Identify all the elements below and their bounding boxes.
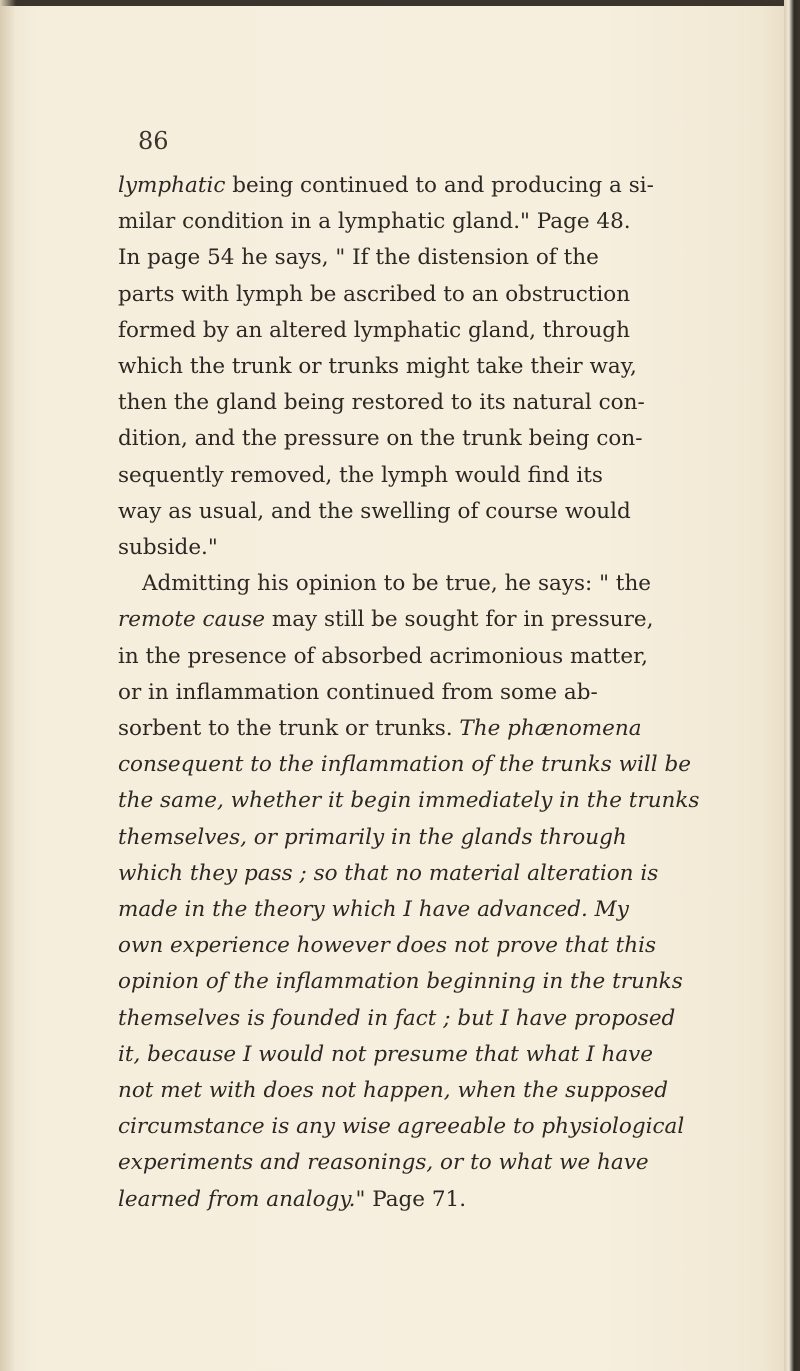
text-line <box>118 602 788 638</box>
text-line <box>118 168 788 204</box>
text-line: way as usual, and the swelling of course would <box>118 498 631 524</box>
text-line: consequent to the inflammation of the trunks will be <box>118 752 691 778</box>
text-line <box>118 1182 788 1218</box>
binding-shadow <box>0 0 16 1371</box>
text-line: subside." <box>118 535 218 561</box>
text-line: themselves is founded in fact ; but I have proposed <box>118 1005 676 1031</box>
text-line: experiments and reasonings, or to what we have <box>118 1150 649 1176</box>
text-line: which the trunk or trunks might take their way, <box>118 354 637 380</box>
text-line: In page 54 he says, " If the distension of the <box>118 245 599 271</box>
text-line: then the gland being restored to its natural con- <box>118 390 645 416</box>
text-line: sequently removed, the lymph would find its <box>118 462 603 488</box>
text-line: made in the theory which I have advanced. My <box>118 897 629 923</box>
text-roman: may still be sought for in pressure, <box>265 607 654 633</box>
text-roman: " Page 71. <box>355 1186 467 1212</box>
page-top-edge <box>0 0 800 6</box>
text-line: milar condition in a lymphatic gland." Page 48. <box>118 209 631 235</box>
text-line: themselves, or primarily in the glands through <box>118 824 627 850</box>
text-line: not met with does not happen, when the supposed <box>118 1078 669 1104</box>
body-text <box>118 168 788 1218</box>
text-line: in the presence of absorbed acrimonious matter, <box>118 643 648 669</box>
text-line: the same, whether it begin immediately in the trunks <box>118 788 700 814</box>
text-line: parts with lymph be ascribed to an obstruction <box>118 281 631 307</box>
text-line <box>118 711 788 747</box>
text-line: dition, and the pressure on the trunk being con- <box>118 426 643 452</box>
text-italic: The phænomena <box>459 716 642 742</box>
text-italic: lymphatic <box>118 173 226 198</box>
text-line: circumstance is any wise agreeable to physiological <box>118 1114 685 1140</box>
text-roman: being continued to and producing a si- <box>225 173 654 198</box>
text-line: opinion of the inflammation beginning in the trunks <box>118 969 683 995</box>
text-italic: learned from analogy. <box>118 1186 356 1212</box>
text-line: Admitting his opinion to be true, he says: " the <box>142 571 652 597</box>
text-line: or in inflammation continued from some ab- <box>118 679 598 705</box>
text-line: it, because I would not presume that what I have <box>118 1041 654 1067</box>
text-roman: sorbent to the trunk or trunks. <box>118 716 460 742</box>
text-line: which they pass ; so that no material alteration is <box>118 860 659 886</box>
page-number: 86 <box>138 127 169 155</box>
text-line: formed by an altered lymphatic gland, through <box>118 317 630 343</box>
text-line: own experience however does not prove that this <box>118 933 657 959</box>
text-italic: remote cause <box>118 607 265 633</box>
